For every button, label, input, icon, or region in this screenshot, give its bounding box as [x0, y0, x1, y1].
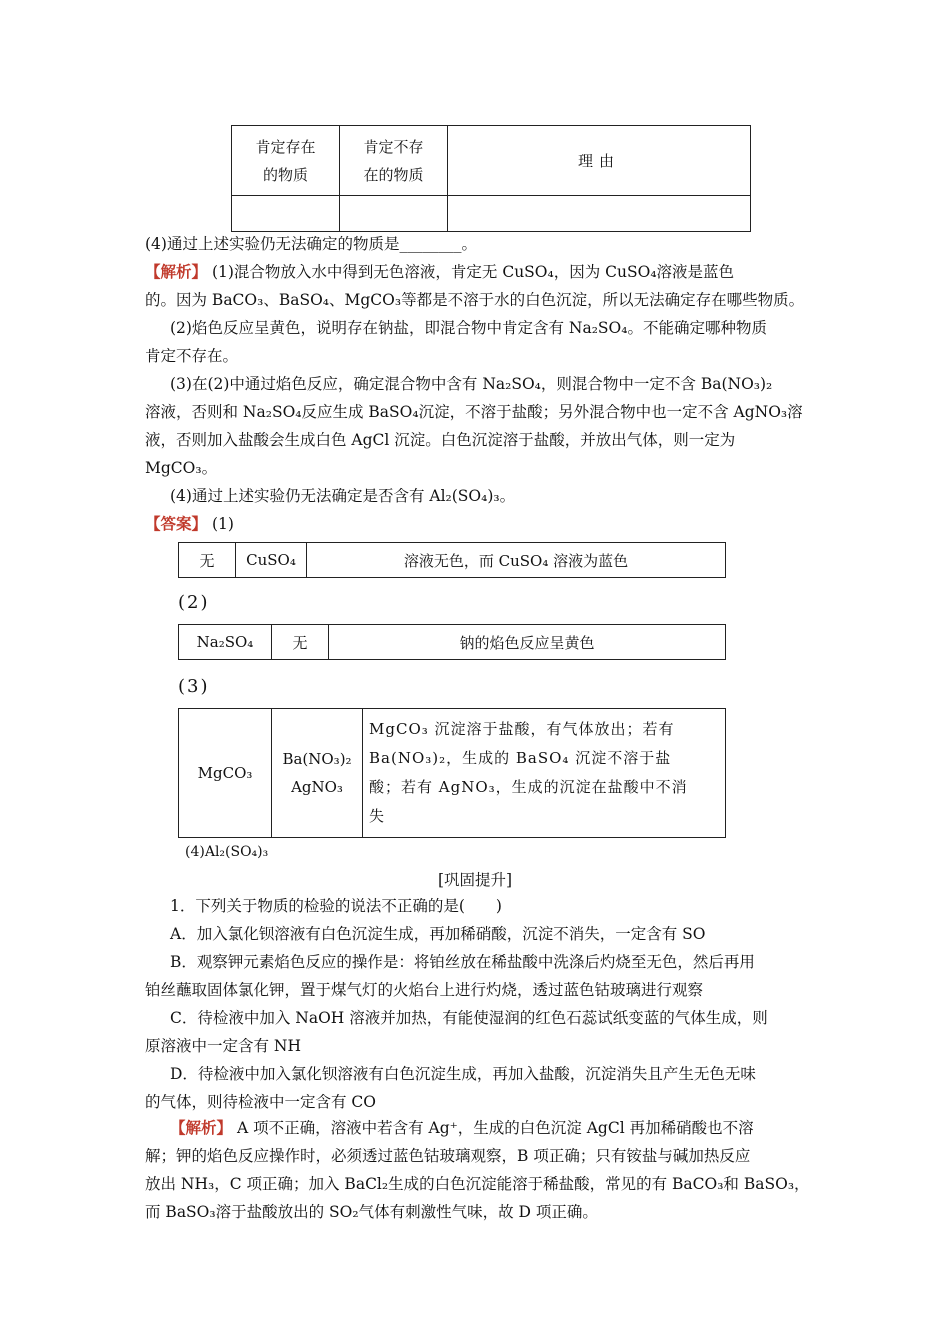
answer-cell: 溶液无色，而 CuSO₄ 溶液为蓝色 — [307, 543, 726, 578]
question-1: 1．下列关于物质的检验的说法不正确的是( ) — [170, 897, 502, 915]
answer-tag: 【答案】 — [145, 514, 208, 533]
question-4: (4)通过上述实验仍无法确定的物质是________。 — [145, 235, 477, 253]
explanation-line: 的。因为 BaCO₃、BaSO₄、MgCO₃等都是不溶于水的白色沉淀，所以无法确定存在哪些物质。 — [145, 291, 805, 309]
answer-label-2: (2) — [178, 592, 210, 613]
answer-4: (4)Al₂(SO₄)₃ — [185, 844, 269, 860]
answer-table-2 — [178, 624, 726, 660]
explanation-2-line: 放出 NH₃，C 项正确；加入 BaCl₂生成的白色沉淀能溶于稀盐酸，常见的有 BaCO₃和 BaSO₃， — [145, 1175, 810, 1193]
answer-label-3: (3) — [178, 676, 210, 697]
explanation-line: 【解析】 (1)混合物放入水中得到无色溶液，肯定无 CuSO₄，因为 CuSO₄溶液是蓝色 — [145, 262, 735, 281]
option-d: D．待检液中加入氯化钡溶液有白色沉淀生成，再加入盐酸，沉淀消失且产生无色无味 — [170, 1065, 756, 1083]
option-c: C．待检液中加入 NaOH 溶液并加热，有能使湿润的红色石蕊试纸变蓝的气体生成，则 — [170, 1009, 768, 1027]
table-blank — [231, 125, 751, 232]
answer-table-1 — [178, 542, 726, 578]
table-cell-empty — [340, 196, 448, 232]
explanation-tag: 【解析】 — [145, 262, 208, 281]
explanation-2-line: 解；钾的焰色反应操作时，必须透过蓝色钴玻璃观察，B 项正确；只有铵盐与碱加热反应 — [145, 1147, 751, 1165]
table-header-not-exists: 肯定不存 在的物质 — [340, 126, 448, 196]
answer-cell: Ba(NO₃)₂ AgNO₃ — [272, 709, 363, 838]
option-d-cont: 的气体，则待检液中一定含有 CO — [145, 1093, 376, 1111]
answer-cell: 钠的焰色反应呈黄色 — [329, 625, 726, 660]
answer-cell: MgCO₃ — [179, 709, 272, 838]
option-b-cont: 铂丝蘸取固体氯化钾，置于煤气灯的火焰台上进行灼烧，透过蓝色钴玻璃进行观察 — [145, 981, 704, 999]
answer-cell: MgCO₃ 沉淀溶于盐酸，有气体放出；若有 Ba(NO₃)₂，生成的 BaSO₄ 沉淀不溶于盐 酸；若有 AgNO₃，生成的沉淀在盐酸中不消 失 — [363, 709, 726, 838]
explanation-line: 液，否则加入盐酸会生成白色 AgCl 沉淀。白色沉淀溶于盐酸，并放出气体，则一定为 — [145, 431, 736, 449]
explanation-tag: 【解析】 — [170, 1118, 233, 1137]
answer-line: 【答案】 (1) — [145, 514, 234, 533]
explanation-2-line: 【解析】 A 项不正确，溶液中若含有 Ag⁺，生成的白色沉淀 AgCl 再加稀硝酸也不溶 — [170, 1118, 754, 1137]
answer-table-3 — [178, 708, 726, 838]
table-header-reason: 理由 — [448, 126, 751, 196]
section-title: [巩固提升] — [437, 871, 513, 889]
option-a: A．加入氯化钡溶液有白色沉淀生成，再加稀硝酸，沉淀不消失，一定含有 SO — [170, 925, 706, 943]
table-cell-empty — [232, 196, 340, 232]
explanation-line: 肯定不存在。 — [145, 347, 239, 365]
explanation-line: 溶液，否则和 Na₂SO₄反应生成 BaSO₄沉淀，不溶于盐酸；另外混合物中也一定不含 AgNO₃溶 — [145, 403, 803, 421]
answer-cell: CuSO₄ — [236, 543, 307, 578]
explanation-line: (2)焰色反应呈黄色，说明存在钠盐，即混合物中肯定含有 Na₂SO₄。不能确定哪种物质 — [170, 319, 767, 337]
explanation-2-line: 而 BaSO₃溶于盐酸放出的 SO₂气体有刺激性气味，故 D 项正确。 — [145, 1203, 598, 1221]
table-cell-empty — [448, 196, 751, 232]
option-c-cont: 原溶液中一定含有 NH — [145, 1037, 302, 1055]
answer-cell: Na₂SO₄ — [179, 625, 272, 660]
table-header-exists: 肯定存在 的物质 — [232, 126, 340, 196]
explanation-line: MgCO₃。 — [145, 459, 218, 477]
answer-cell: 无 — [179, 543, 236, 578]
explanation-line: (4)通过上述实验仍无法确定是否含有 Al₂(SO₄)₃。 — [170, 487, 516, 505]
answer-cell: 无 — [272, 625, 329, 660]
option-b: B．观察钾元素焰色反应的操作是：将铂丝放在稀盐酸中洗涤后灼烧至无色，然后再用 — [170, 953, 755, 971]
explanation-line: (3)在(2)中通过焰色反应，确定混合物中含有 Na₂SO₄，则混合物中一定不含 Ba(NO₃)₂ — [170, 375, 773, 393]
